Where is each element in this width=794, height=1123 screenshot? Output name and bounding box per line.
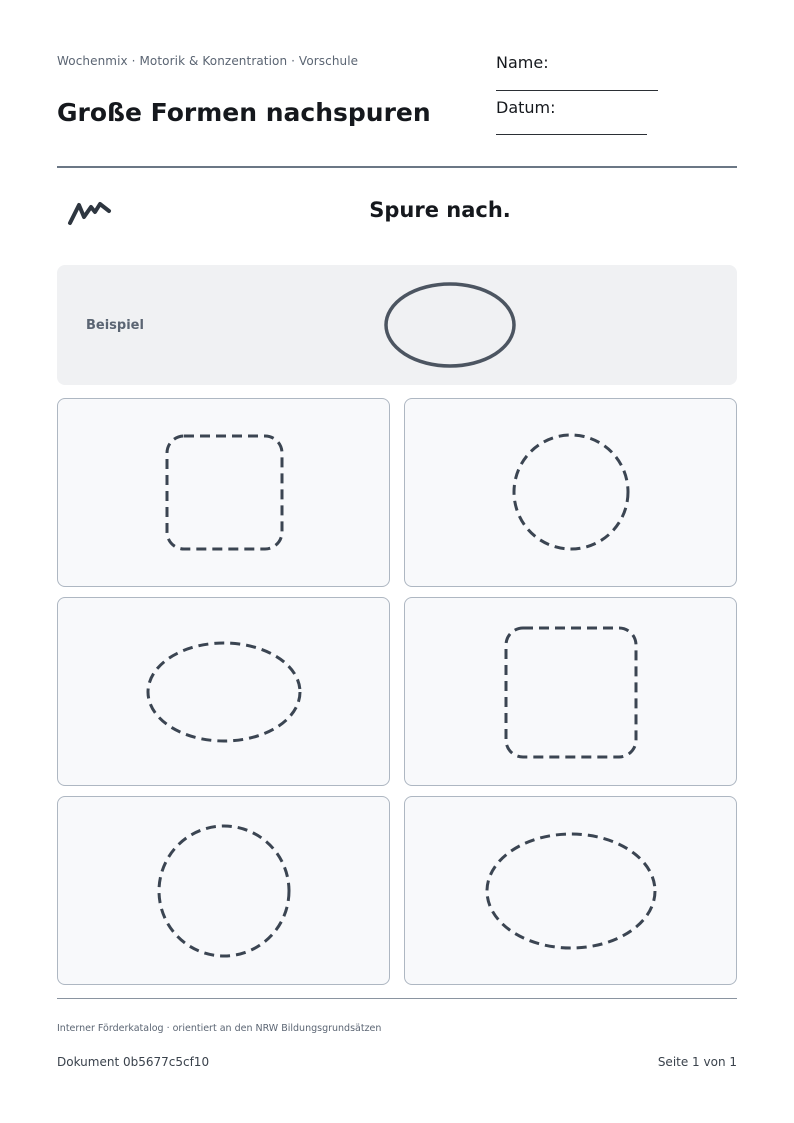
document-id: Dokument 0b5677c5cf10 <box>57 1055 210 1069</box>
page-title: Große Formen nachspuren <box>57 98 431 127</box>
trace-card-5 <box>57 796 390 985</box>
name-label: Name: <box>496 53 549 72</box>
dashed-rounded-square-shape[interactable] <box>405 598 738 787</box>
dashed-oval-shape[interactable] <box>58 598 391 787</box>
date-field-line[interactable] <box>496 134 647 135</box>
example-panel <box>57 265 737 385</box>
example-oval-shape <box>57 265 737 385</box>
dashed-oval-shape[interactable] <box>405 797 738 986</box>
header-meta: Wochenmix · Motorik & Konzentration · Vorschule <box>57 54 359 68</box>
pencil-zigzag-icon <box>66 196 114 230</box>
header-divider <box>57 166 737 168</box>
example-label: Beispiel <box>86 318 144 333</box>
trace-card-2 <box>404 398 737 587</box>
trace-card-1 <box>57 398 390 587</box>
date-label: Datum: <box>496 98 556 117</box>
trace-card-6 <box>404 796 737 985</box>
page-number: Seite 1 von 1 <box>657 1055 737 1069</box>
footer-divider <box>57 998 737 999</box>
footer-note: Interner Förderkatalog · orientiert an den NRW Bildungsgrundsätzen <box>57 1023 382 1034</box>
dashed-rounded-square-shape[interactable] <box>58 399 391 588</box>
dashed-circle-shape[interactable] <box>405 399 738 588</box>
dashed-circle-shape[interactable] <box>58 797 391 986</box>
trace-card-4 <box>404 597 737 786</box>
name-field-line[interactable] <box>496 90 658 91</box>
instruction-text: Spure nach. <box>369 198 511 222</box>
trace-card-3 <box>57 597 390 786</box>
